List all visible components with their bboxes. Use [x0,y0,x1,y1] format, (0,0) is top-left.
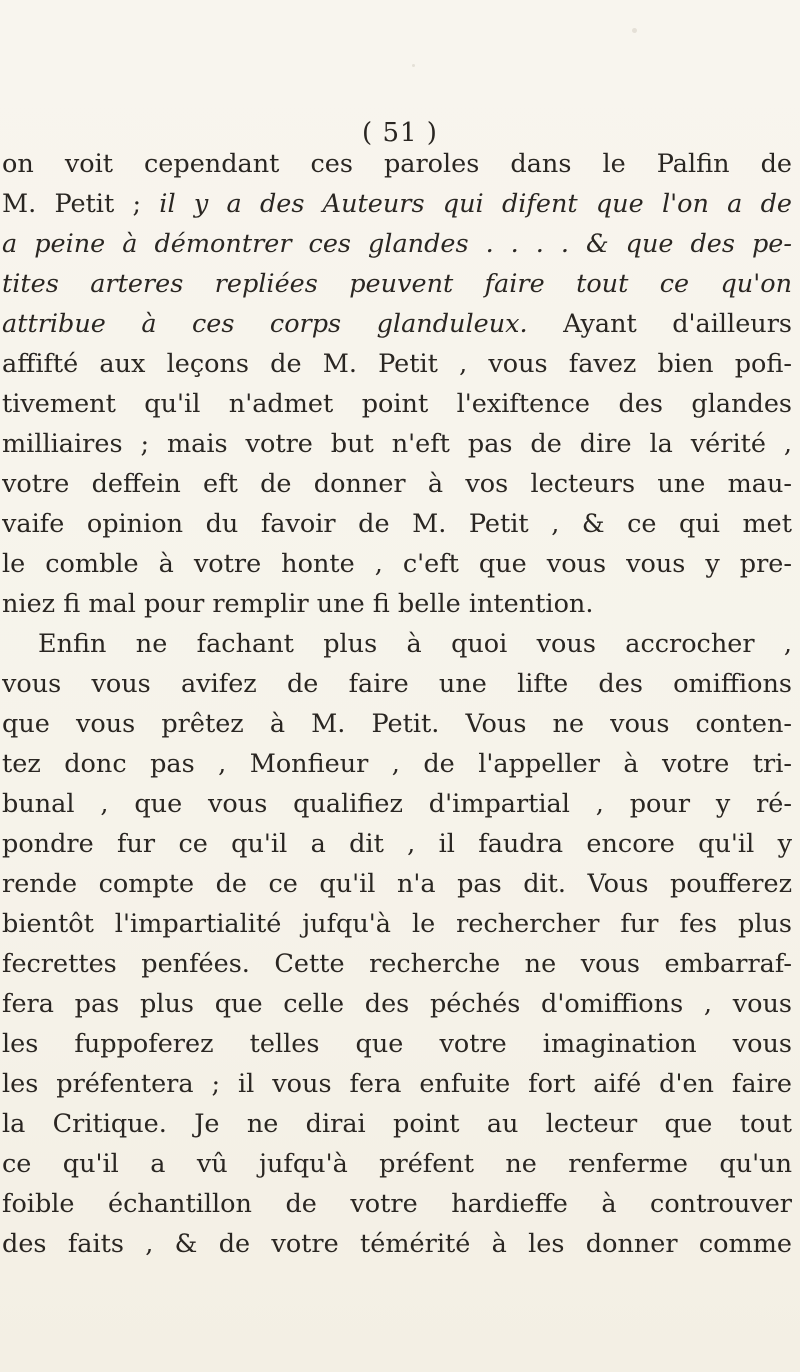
text-span: on voit cependant ces paroles dans le Palfin de [2,149,792,179]
italic-text: tites arteres repliées peuvent faire tout ce qu'on [2,269,792,299]
text-line [2,344,792,384]
text-span: tez donc pas , Monfieur , de l'appeller à votre tri- [2,749,792,779]
text-span: tivement qu'il n'admet point l'exiftence des glandes [2,389,792,419]
text-span: fera pas plus que celle des péchés d'omiffions , vous [2,989,792,1019]
text-span: les fuppoferez telles que votre imagination vous [2,1029,792,1059]
text-span: vaife opinion du favoir de M. Petit , & ce qui met [2,509,792,539]
text-line [2,1144,792,1184]
text-line [2,984,792,1024]
text-line [2,504,792,544]
text-span: pondre fur ce qu'il a dit , il faudra encore qu'il y [2,829,792,859]
text-span: affifté aux leçons de M. Petit , vous favez bien pofi- [2,349,792,379]
text-span: le comble à votre honte , c'eft que vous vous y pre- [2,549,792,579]
italic-text: attribue à ces corps glanduleux. [2,309,528,339]
text-line [2,184,792,224]
text-line [2,944,792,984]
italic-text: il y a des Auteurs qui difent que l'on a de [159,189,792,219]
text-span: vous vous avifez de faire une lifte des omiffions [2,669,792,699]
text-line [2,304,792,344]
text-line [2,464,792,504]
text-span: bientôt l'impartialité jufqu'à le rechercher fur fes plus [2,909,792,939]
text-line [2,1184,792,1224]
text-span: Enfin ne fachant plus à quoi vous accrocher , [38,629,792,659]
text-span: fecrettes penfées. Cette recherche ne vous embarraf- [2,949,792,979]
text-line [2,584,792,624]
text-line [2,384,792,424]
paper-spot [412,64,415,67]
text-line [2,1224,792,1264]
text-line [2,264,792,304]
text-span: rende compte de ce qu'il n'a pas dit. Vous poufferez [2,869,792,899]
text-line [2,1064,792,1104]
text-span: niez fi mal pour remplir une fi belle intention. [2,589,594,619]
text-line [2,144,792,184]
text-span: milliaires ; mais votre but n'eft pas de dire la vérité , [2,429,792,459]
text-line [2,744,792,784]
text-line [2,544,792,584]
text-line [2,784,792,824]
body-text [2,144,792,1264]
paper-spot [632,28,637,33]
italic-text: a peine à démontrer ces glandes . . . . & que des pe- [2,229,792,259]
text-line [2,664,792,704]
text-span: bunal , que vous qualifiez d'impartial , pour y ré- [2,789,792,819]
page-number: ( 51 ) [362,118,438,148]
text-line [2,1024,792,1064]
text-span: foible échantillon de votre hardieffe à controuver [2,1189,792,1219]
text-line [2,864,792,904]
text-span: ce qu'il a vû jufqu'à préfent ne renferme qu'un [2,1149,792,1179]
text-span: que vous prêtez à M. Petit. Vous ne vous conten- [2,709,792,739]
text-line [2,704,792,744]
text-span: votre deffein eft de donner à vos lecteurs une mau- [2,469,792,499]
text-line [2,224,792,264]
text-span: des faits , & de votre témérité à les donner comme [2,1229,792,1259]
text-line [2,624,792,664]
text-span: M. Petit ; [2,189,160,219]
text-line [2,424,792,464]
text-span: Ayant d'ailleurs [527,309,792,339]
text-span: les préfentera ; il vous fera enfuite fort aifé d'en faire [2,1069,792,1099]
text-line [2,1104,792,1144]
text-span: la Critique. Je ne dirai point au lecteur que tout [2,1109,792,1139]
text-line [2,904,792,944]
text-line [2,824,792,864]
